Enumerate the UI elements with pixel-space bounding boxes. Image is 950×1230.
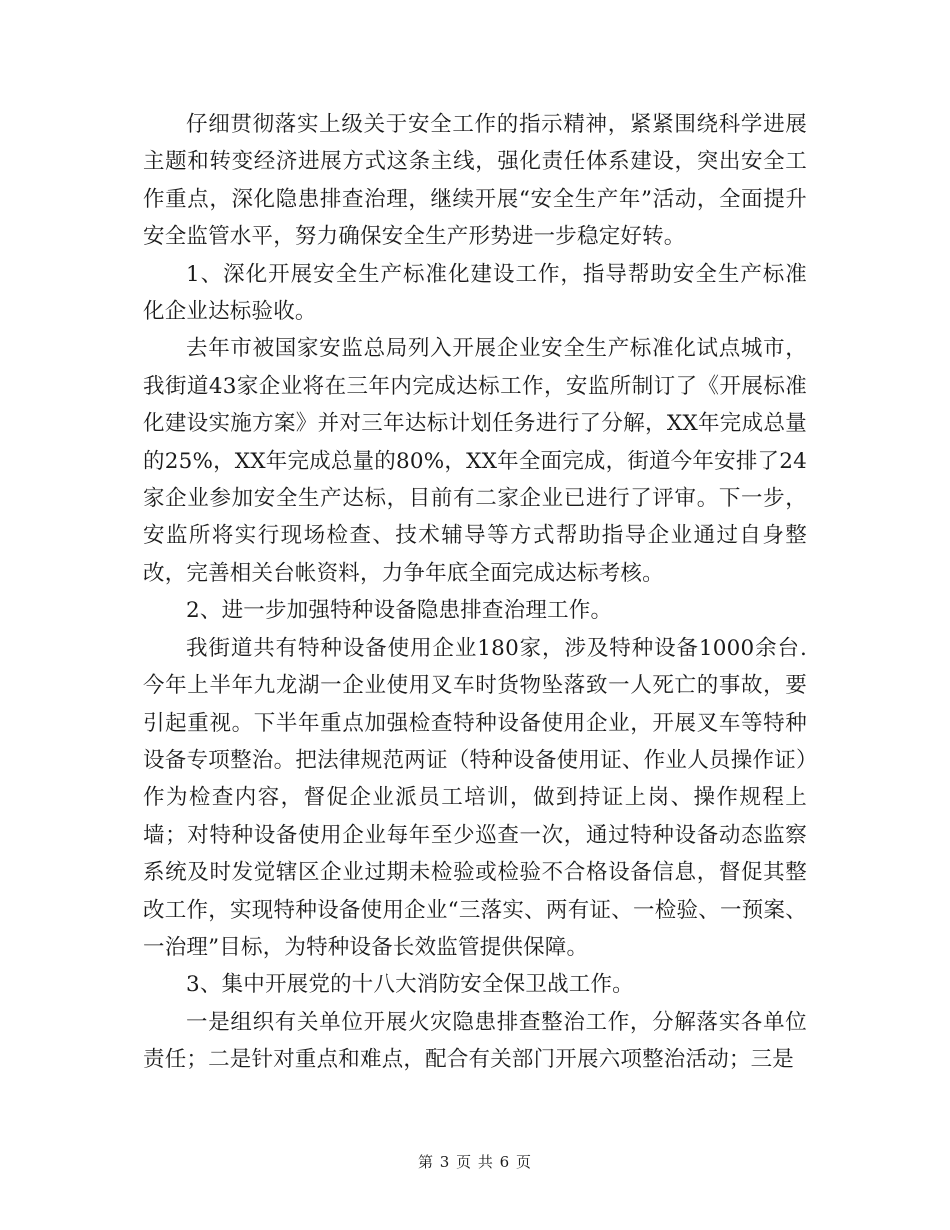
paragraph-fire-safety: 一是组织有关单位开展火灾隐患排查整治工作，分解落实各单位责任；二是针对重点和难点，配合有关部门开展六项整治活动；三是 — [143, 1009, 807, 1073]
paragraph-heading-1: 1、深化开展安全生产标准化建设工作，指导帮助安全生产标准化企业达标验收。 — [143, 261, 807, 325]
paragraph-intro: 仔细贯彻落实上级关于安全工作的指示精神，紧紧围绕科学进展主题和转变经济进展方式这条主线，强化责任体系建设，突出安全工作重点，深化隐患排查治理，继续开展“安全生产年”活动，全面提升安全监管水平，努力确保安全生产形势进一步稳定好转。 — [143, 112, 807, 250]
paragraph-standardization: 去年市被国家安监总局列入开展企业安全生产标准化试点城市，我街道43家企业将在三年内完成达标工作，安监所制订了《开展标准化建设实施方案》并对三年达标计划任务进行了分解，XX年完成总量的25%，XX年完成总量的80%，XX年全面完成，街道今年安排了24家企业参加安全生产达标，目前有二家企业已进行了评审。下一步，安监所将实行现场检查、技术辅导等方式帮助指导企业通过自身整改，完善相关台帐资料，力争年底全面完成达标考核。 — [143, 336, 807, 586]
paragraph-heading-3: 3、集中开展党的十八大消防安全保卫战工作。 — [186, 972, 634, 998]
page-number: 第 3 页 共 6 页 — [418, 1153, 532, 1171]
page-footer — [0, 1152, 950, 1172]
document-body — [143, 106, 807, 1079]
paragraph-heading-2: 2、进一步加强特种设备隐患排查治理工作。 — [186, 598, 613, 624]
paragraph-special-equipment: 我街道共有特种设备使用企业180家，涉及特种设备1000余台.今年上半年九龙湖一企业使用叉车时货物坠落致一人死亡的事故，要引起重视。下半年重点加强检查特种设备使用企业，开展叉车等特种设备专项整治。把法律规范两证（特种设备使用证、作业人员操作证）作为检查内容，督促企业派员工培训，做到持证上岗、操作规程上墙；对特种设备使用企业每年至少巡查一次，通过特种设备动态监察系统及时发觉辖区企业过期未检验或检验不合格设备信息，督促其整改工作，实现特种设备使用企业“三落实、两有证、一检验、一预案、一治理”目标，为特种设备长效监管提供保障。 — [143, 635, 807, 960]
